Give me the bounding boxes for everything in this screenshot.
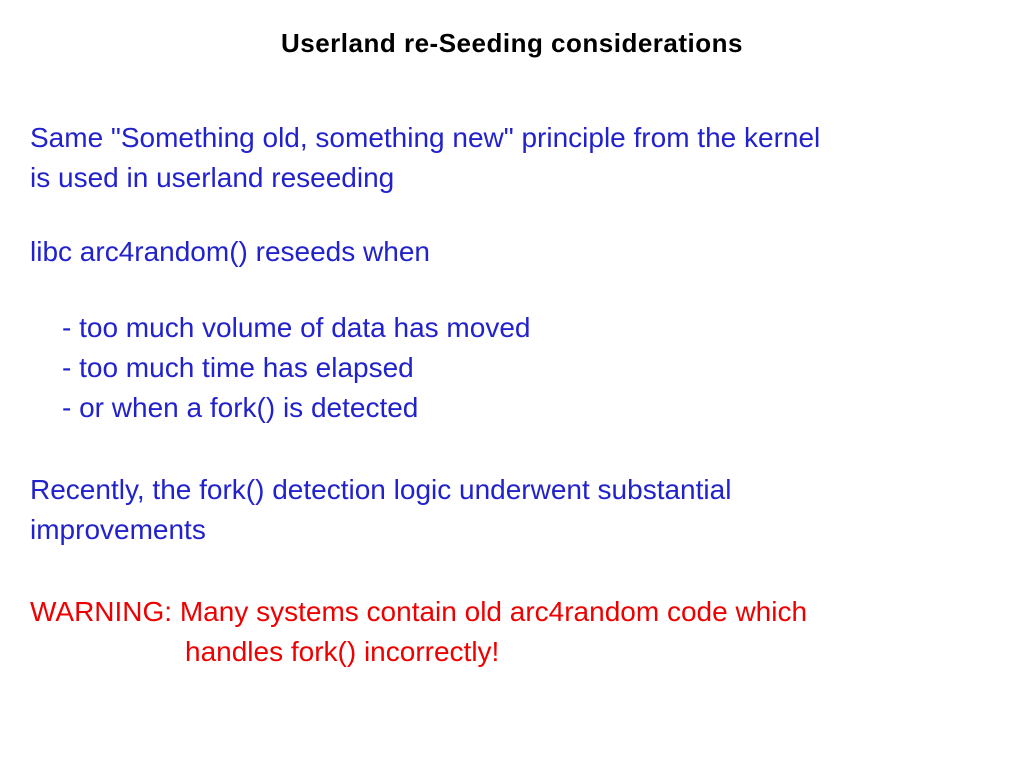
warning-line: handles fork() incorrectly! (185, 636, 500, 667)
paragraph-line: improvements (30, 514, 206, 545)
paragraph-line: libc arc4random() reseeds when (30, 236, 430, 267)
paragraph-fork-detection-improvements (30, 470, 1004, 550)
bullet-item: - too much volume of data has moved (62, 312, 531, 343)
paragraph-line: Recently, the fork() detection logic underwent substantial (30, 474, 732, 505)
warning-line: WARNING: Many systems contain old arc4random code which (30, 596, 808, 627)
slide-title: Userland re-Seeding considerations (280, 28, 743, 58)
paragraph-line: Same "Something old, something new" principle from the kernel (30, 122, 821, 153)
bullet-item: - or when a fork() is detected (62, 392, 419, 423)
bullet-item: - too much time has elapsed (62, 352, 414, 383)
warning-text (30, 592, 1004, 672)
paragraph-seeding-principle (30, 118, 1004, 198)
paragraph-libc-reseeds (30, 232, 1004, 272)
paragraph-line: is used in userland reseeding (30, 162, 395, 193)
bullet-list-reseed-conditions (62, 308, 1004, 428)
